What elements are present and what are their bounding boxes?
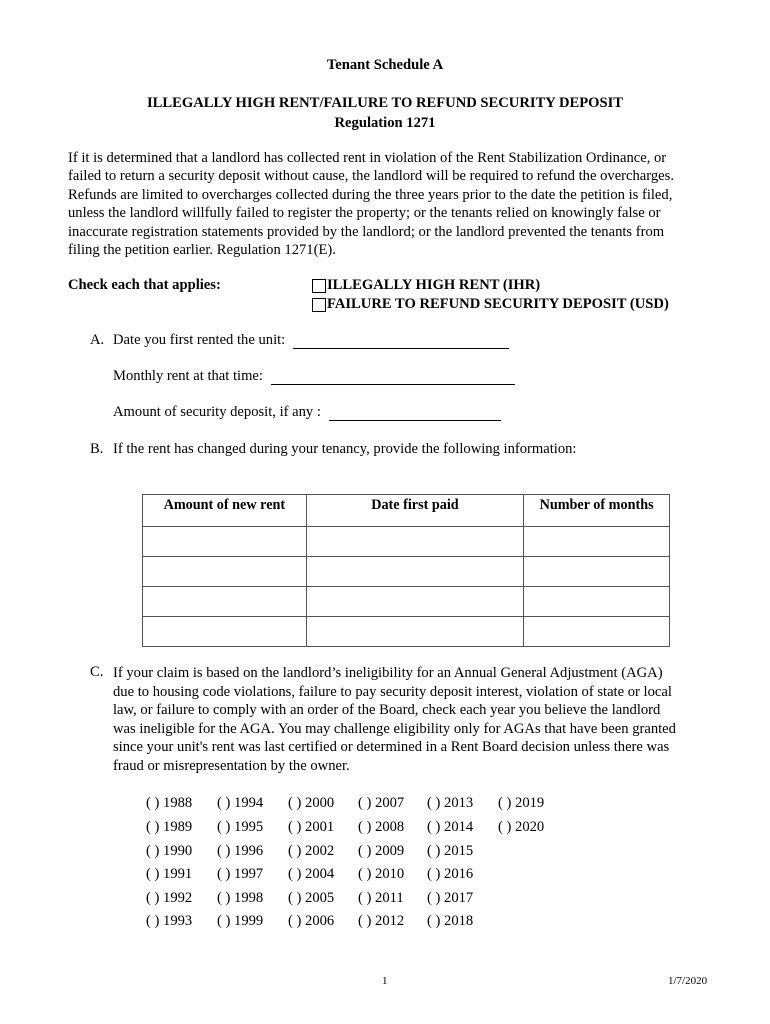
year-2002-option[interactable]: ( ) 2002 — [288, 843, 335, 859]
section-b-letter: B. — [90, 441, 104, 457]
ihr-option — [312, 277, 540, 294]
table-cell[interactable] — [306, 557, 524, 587]
year-1991-option[interactable]: ( ) 1991 — [146, 866, 193, 882]
year-1992-option[interactable]: ( ) 1992 — [146, 890, 193, 906]
section-c-line: due to housing code violations, failure to pay security deposit interest, violation of state or local — [113, 683, 672, 700]
year-2008-option[interactable]: ( ) 2008 — [358, 819, 405, 835]
section-a-letter: A. — [90, 332, 105, 348]
intro-paragraph — [68, 149, 708, 259]
year-2006-option[interactable]: ( ) 2006 — [288, 913, 335, 929]
usd-checkbox[interactable] — [312, 298, 326, 312]
table-cell[interactable] — [143, 557, 307, 587]
year-2009-option[interactable]: ( ) 2009 — [358, 843, 405, 859]
revision-date: 1/7/2020 — [668, 975, 708, 987]
year-2014-option[interactable]: ( ) 2014 — [427, 819, 474, 835]
year-2020-option[interactable]: ( ) 2020 — [498, 819, 545, 835]
document-subtitle: ILLEGALLY HIGH RENT/FAILURE TO REFUND SECURITY DEPOSIT — [146, 95, 624, 111]
year-2016-option[interactable]: ( ) 2016 — [427, 866, 474, 882]
usd-label: FAILURE TO REFUND SECURITY DEPOSIT (USD) — [327, 296, 669, 312]
regulation-heading: Regulation 1271 — [334, 115, 436, 131]
column-amount-new-rent: Amount of new rent — [143, 495, 307, 527]
ihr-checkbox[interactable] — [312, 279, 326, 293]
column-number-of-months: Number of months — [524, 495, 670, 527]
section-c-letter: C. — [90, 664, 104, 680]
year-1998-option[interactable]: ( ) 1998 — [217, 890, 264, 906]
section-c-line: fraud or misrepresentation by the owner. — [113, 757, 350, 774]
year-1993-option[interactable]: ( ) 1993 — [146, 913, 193, 929]
year-2018-option[interactable]: ( ) 2018 — [427, 913, 474, 929]
document-title: Tenant Schedule A — [326, 57, 444, 73]
monthly-rent-field[interactable] — [271, 372, 515, 385]
intro-line: failed to return a security deposit without cause, the landlord will be required to refund the overcharges. — [68, 168, 674, 185]
year-1995-option[interactable]: ( ) 1995 — [217, 819, 264, 835]
year-2015-option[interactable]: ( ) 2015 — [427, 843, 474, 859]
intro-line: inaccurate registration statements provided by the landlord; or the landlord prevented the tenants from — [68, 223, 665, 240]
year-2004-option[interactable]: ( ) 2004 — [288, 866, 335, 882]
check-applies-label: Check each that applies: — [68, 277, 221, 293]
section-c-paragraph — [113, 664, 713, 776]
table-row — [143, 587, 670, 617]
year-2013-option[interactable]: ( ) 2013 — [427, 795, 474, 811]
year-2001-option[interactable]: ( ) 2001 — [288, 819, 335, 835]
year-2017-option[interactable]: ( ) 2017 — [427, 890, 474, 906]
table-row — [143, 617, 670, 647]
year-2011-option[interactable]: ( ) 2011 — [358, 890, 404, 906]
table-cell[interactable] — [143, 617, 307, 647]
security-deposit-row — [113, 404, 501, 421]
year-1990-option[interactable]: ( ) 1990 — [146, 843, 193, 859]
column-date-first-paid: Date first paid — [306, 495, 524, 527]
table-row — [143, 527, 670, 557]
table-cell[interactable] — [306, 587, 524, 617]
intro-line: Refunds are limited to overcharges collected during the three years prior to the date the petition is filed, — [68, 186, 673, 203]
security-deposit-label: Amount of security deposit, if any : — [113, 404, 321, 420]
table-cell[interactable] — [306, 527, 524, 557]
year-1997-option[interactable]: ( ) 1997 — [217, 866, 264, 882]
year-1994-option[interactable]: ( ) 1994 — [217, 795, 264, 811]
table-cell[interactable] — [143, 527, 307, 557]
security-deposit-field[interactable] — [329, 408, 501, 421]
first-rented-row — [113, 332, 509, 349]
first-rented-field[interactable] — [293, 336, 509, 349]
table-cell[interactable] — [143, 587, 307, 617]
section-c-line: If your claim is based on the landlord’s ineligibility for an Annual General Adjustment (AGA) — [113, 665, 663, 681]
year-1989-option[interactable]: ( ) 1989 — [146, 819, 193, 835]
intro-line: filing the petition earlier. Regulation 1271(E). — [68, 242, 336, 259]
page-number: 1 — [382, 975, 388, 987]
monthly-rent-row — [113, 368, 515, 385]
section-c-line: since your unit's rent was last certified or determined in a Rent Board decision unless there was — [113, 739, 670, 756]
year-2012-option[interactable]: ( ) 2012 — [358, 913, 405, 929]
year-2000-option[interactable]: ( ) 2000 — [288, 795, 335, 811]
section-c-line: law, or failure to comply with an order of the Board, check each year you believe the landlord — [113, 702, 661, 719]
section-b-text: If the rent has changed during your tenancy, provide the following information: — [113, 441, 577, 457]
section-c-line: was ineligible for the AGA. You may challenge eligibility only for AGAs that have been granted — [113, 720, 676, 737]
intro-line: unless the landlord willfully failed to register the property; or the tenants relied on knowingly false or — [68, 205, 661, 222]
table-header-row — [143, 495, 670, 527]
year-1988-option[interactable]: ( ) 1988 — [146, 795, 193, 811]
table-cell[interactable] — [524, 587, 670, 617]
table-cell[interactable] — [524, 557, 670, 587]
ihr-label: ILLEGALLY HIGH RENT (IHR) — [327, 277, 541, 293]
intro-line: If it is determined that a landlord has collected rent in violation of the Rent Stabilization Ordinance, or — [68, 150, 667, 166]
year-2005-option[interactable]: ( ) 2005 — [288, 890, 335, 906]
year-2007-option[interactable]: ( ) 2007 — [358, 795, 405, 811]
year-2019-option[interactable]: ( ) 2019 — [498, 795, 545, 811]
monthly-rent-label: Monthly rent at that time: — [113, 368, 263, 384]
rent-change-table — [142, 494, 670, 647]
first-rented-label: Date you first rented the unit: — [113, 332, 286, 348]
table-cell[interactable] — [524, 617, 670, 647]
year-2010-option[interactable]: ( ) 2010 — [358, 866, 405, 882]
year-1996-option[interactable]: ( ) 1996 — [217, 843, 264, 859]
table-row — [143, 557, 670, 587]
year-1999-option[interactable]: ( ) 1999 — [217, 913, 264, 929]
table-cell[interactable] — [524, 527, 670, 557]
table-cell[interactable] — [306, 617, 524, 647]
usd-option — [312, 296, 669, 313]
